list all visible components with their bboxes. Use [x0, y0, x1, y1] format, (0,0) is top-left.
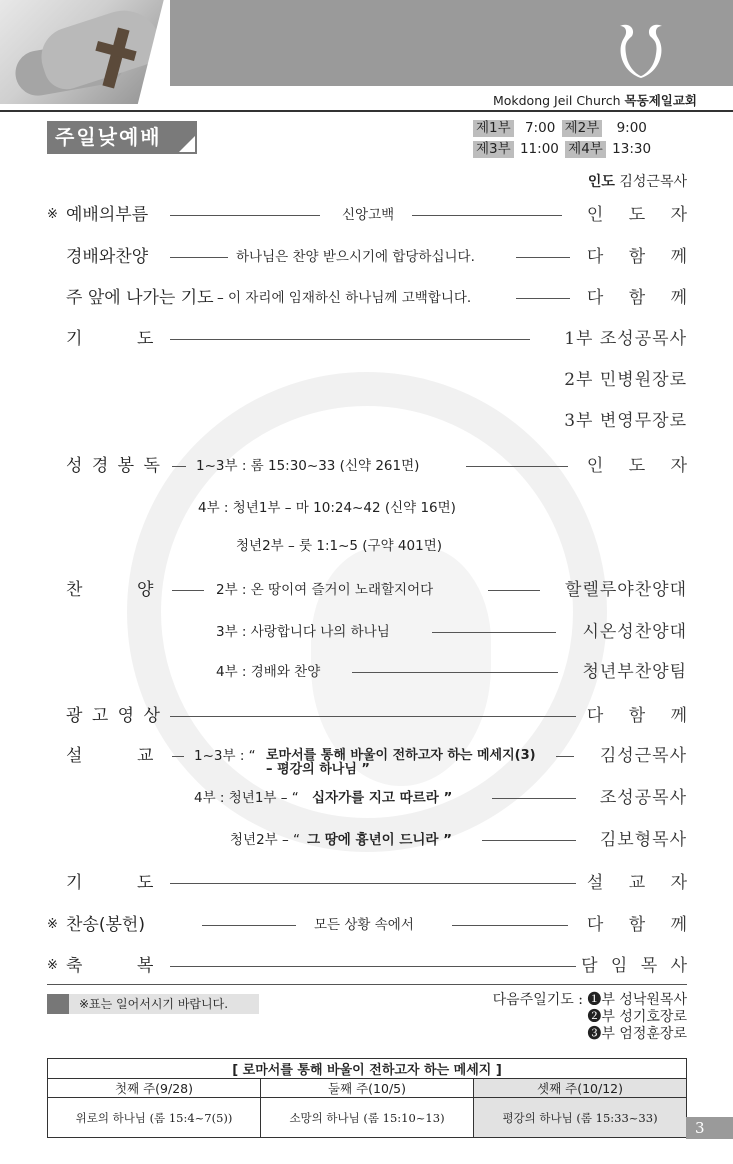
- series-week: 셋째 주(10/12): [474, 1079, 687, 1098]
- order-sermon-subtitle: – 평강의 하나님 ”: [266, 762, 370, 777]
- order-prayer-2: 2부 민병원장로: [564, 370, 687, 390]
- service-times-row-1: [473, 120, 647, 137]
- footer-rule: [47, 984, 687, 985]
- service-title: 주일낮예배: [47, 121, 197, 154]
- church-name: [493, 91, 697, 109]
- service-time: 13:30: [612, 141, 652, 157]
- praying-hands-photo: [0, 0, 170, 104]
- service-time: 7:00: [524, 120, 556, 136]
- order-scripture-reading-3: 청년2부 – 룻 1:1~5 (구약 401면): [236, 538, 443, 554]
- service-tag: 제4부: [565, 141, 606, 158]
- service-time: 11:00: [519, 141, 559, 157]
- church-name-ko: 목동제일교회: [624, 93, 697, 108]
- order-sermon-2: 4부 : 청년1부 – “ 십자가를 지고 따르라 ” 조성공목사: [194, 788, 687, 808]
- order-anthem-2: 3부 : 사랑합니다 나의 하나님 시온성찬양대: [216, 622, 687, 642]
- series-content: 평강의 하나님 (롬 15:33~33): [474, 1098, 687, 1138]
- service-tag: 제2부: [562, 120, 603, 137]
- next-week-prayer: 다음주일기도 : ❶부 성낙원목사 ❷부 성기호장로 ❸부 엄정훈장로: [492, 992, 687, 1042]
- series-week: 둘째 주(10/5): [261, 1079, 474, 1098]
- service-time: 9:00: [616, 120, 647, 136]
- order-prayer-3: 3부 변영무장로: [564, 411, 687, 431]
- header-rule: [0, 110, 733, 112]
- order-sermon-3: 청년2부 – “ 그 땅에 흉년이 드니라 ” 김보형목사: [230, 830, 687, 850]
- service-times-row-2: [473, 141, 651, 158]
- order-sermon: 설 교 1~3부 : “ 로마서를 통해 바울이 전하고자 하는 메세지(3) 김성근목사: [66, 746, 687, 766]
- service-tag: 제1부: [473, 120, 514, 137]
- order-call-to-worship: ※ 예배의부름 신앙고백 인 도 자: [47, 205, 697, 225]
- order-approach-prayer: 주 앞에 나가는 기도 – 이 자리에 임재하신 하나님께 고백합니다. 다 함 께: [66, 288, 697, 308]
- order-anthem-3: 4부 : 경배와 찬양 청년부찬양팀: [216, 662, 687, 682]
- series-week: 첫째 주(9/28): [48, 1079, 261, 1098]
- series-content: 소망의 하나님 (롬 15:10~13): [261, 1098, 474, 1138]
- order-announcements: 광 고 영 상 다 함 께: [66, 706, 697, 726]
- order-prayer: 기 도 1부 조성공목사: [66, 329, 687, 349]
- church-name-en: Mokdong Jeil Church: [492, 93, 621, 108]
- order-benediction: ※ 축 복 담 임 목 사: [47, 956, 691, 976]
- lyre-logo-icon: [612, 20, 670, 80]
- service-leader: 인도 김성근목사: [587, 174, 687, 190]
- sermon-series-table: [47, 1058, 687, 1138]
- order-offering-hymn: ※ 찬송(봉헌) 모든 상황 속에서 다 함 께: [47, 915, 697, 935]
- service-tag: 제3부: [473, 141, 514, 158]
- order-scripture-reading-2: 4부 : 청년1부 – 마 10:24~42 (신약 16면): [198, 500, 456, 516]
- series-content: 위로의 하나님 (롬 15:4~7(5)): [48, 1098, 261, 1138]
- order-scripture-reading: 성 경 봉 독 1~3부 : 롬 15:30~33 (신약 261면) 인 도 자: [66, 456, 697, 476]
- order-praise: 경배와찬양 하나님은 찬양 받으시기에 합당하십니다. 다 함 께: [66, 247, 697, 267]
- standing-note: ※표는 일어서시기 바랍니다.: [47, 994, 259, 1014]
- series-title: [ 로마서를 통해 바울이 전하고자 하는 메세지 ]: [48, 1059, 687, 1079]
- page-number: 3: [686, 1117, 733, 1139]
- order-closing-prayer: 기 도 설 교 자: [66, 873, 697, 893]
- order-anthem: 찬 양 2부 : 온 땅이여 즐거이 노래할지어다 할렐루야찬양대: [66, 580, 687, 600]
- lyre-watermark-icon: [127, 372, 607, 852]
